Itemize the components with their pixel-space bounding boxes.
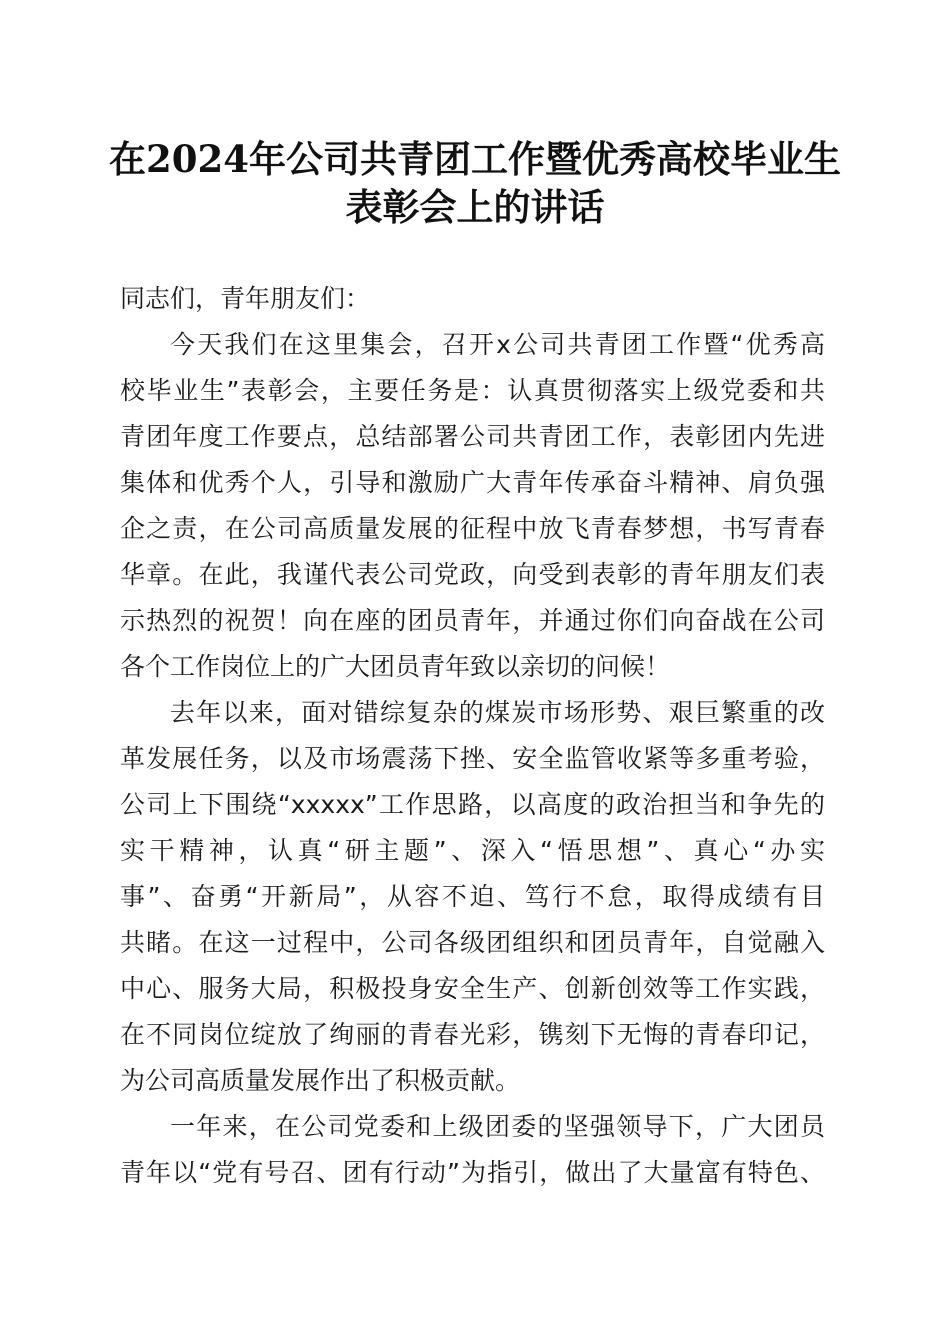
- paragraph-2-line: 革发展任务，以及市场震荡下挫、安全监管收紧等多重考验，: [120, 744, 825, 773]
- paragraph-3-line: 青年以“党有号召、团有行动”为指引，做出了大量富有特色、: [120, 1158, 825, 1187]
- paragraph-1-line: 集体和优秀个人，引导和激励广大青年传承奋斗精神、肩负强: [120, 468, 825, 497]
- paragraph-2-line: 去年以来，面对错综复杂的煤炭市场形势、艰巨繁重的改: [170, 698, 825, 727]
- paragraph-1-line: 示热烈的祝贺！向在座的团员青年，并通过你们向奋战在公司: [120, 606, 825, 635]
- paragraph-1-line: 华章。在此，我谨代表公司党政，向受到表彰的青年朋友们表: [120, 560, 825, 589]
- paragraph-1-line: 各个工作岗位上的广大团员青年致以亲切的问候！: [120, 652, 671, 681]
- paragraph-2-line: 共睹。在这一过程中，公司各级团组织和团员青年，自觉融入: [120, 928, 825, 957]
- paragraph-3-line: 一年来，在公司党委和上级团委的坚强领导下，广大团员: [170, 1112, 825, 1141]
- paragraph-2-line: 事”、奋勇“开新局”，从容不迫、笃行不怠，取得成绩有目: [120, 882, 825, 911]
- paragraph-2-line: 为公司高质量发展作出了积极贡献。: [120, 1066, 521, 1095]
- paragraph-2-line: 中心、服务大局，积极投身安全生产、创新创效等工作实践，: [120, 974, 825, 1003]
- document-title-line-1: 在2024年公司共青团工作暨优秀高校毕业生: [109, 137, 841, 181]
- paragraph-1-line: 青团年度工作要点，总结部署公司共青团工作，表彰团内先进: [120, 422, 825, 451]
- paragraph-1-line: 企之责，在公司高质量发展的征程中放飞青春梦想，书写青春: [120, 514, 825, 543]
- paragraph-1-line: 校毕业生”表彰会，主要任务是：认真贯彻落实上级党委和共: [120, 376, 825, 405]
- salutation: 同志们，青年朋友们：: [120, 284, 371, 313]
- paragraph-2-line: 实干精神，认真“研主题”、深入“悟思想”、真心“办实: [120, 836, 825, 865]
- paragraph-1-line: 今天我们在这里集会，召开x公司共青团工作暨“优秀高: [170, 330, 825, 359]
- paragraph-2-line: 公司上下围绕“xxxxx”工作思路，以高度的政治担当和争先的: [120, 790, 825, 819]
- document-title-line-2: 表彰会上的讲话: [345, 185, 605, 229]
- paragraph-2-line: 在不同岗位绽放了绚丽的青春光彩，镌刻下无悔的青春印记，: [120, 1020, 825, 1049]
